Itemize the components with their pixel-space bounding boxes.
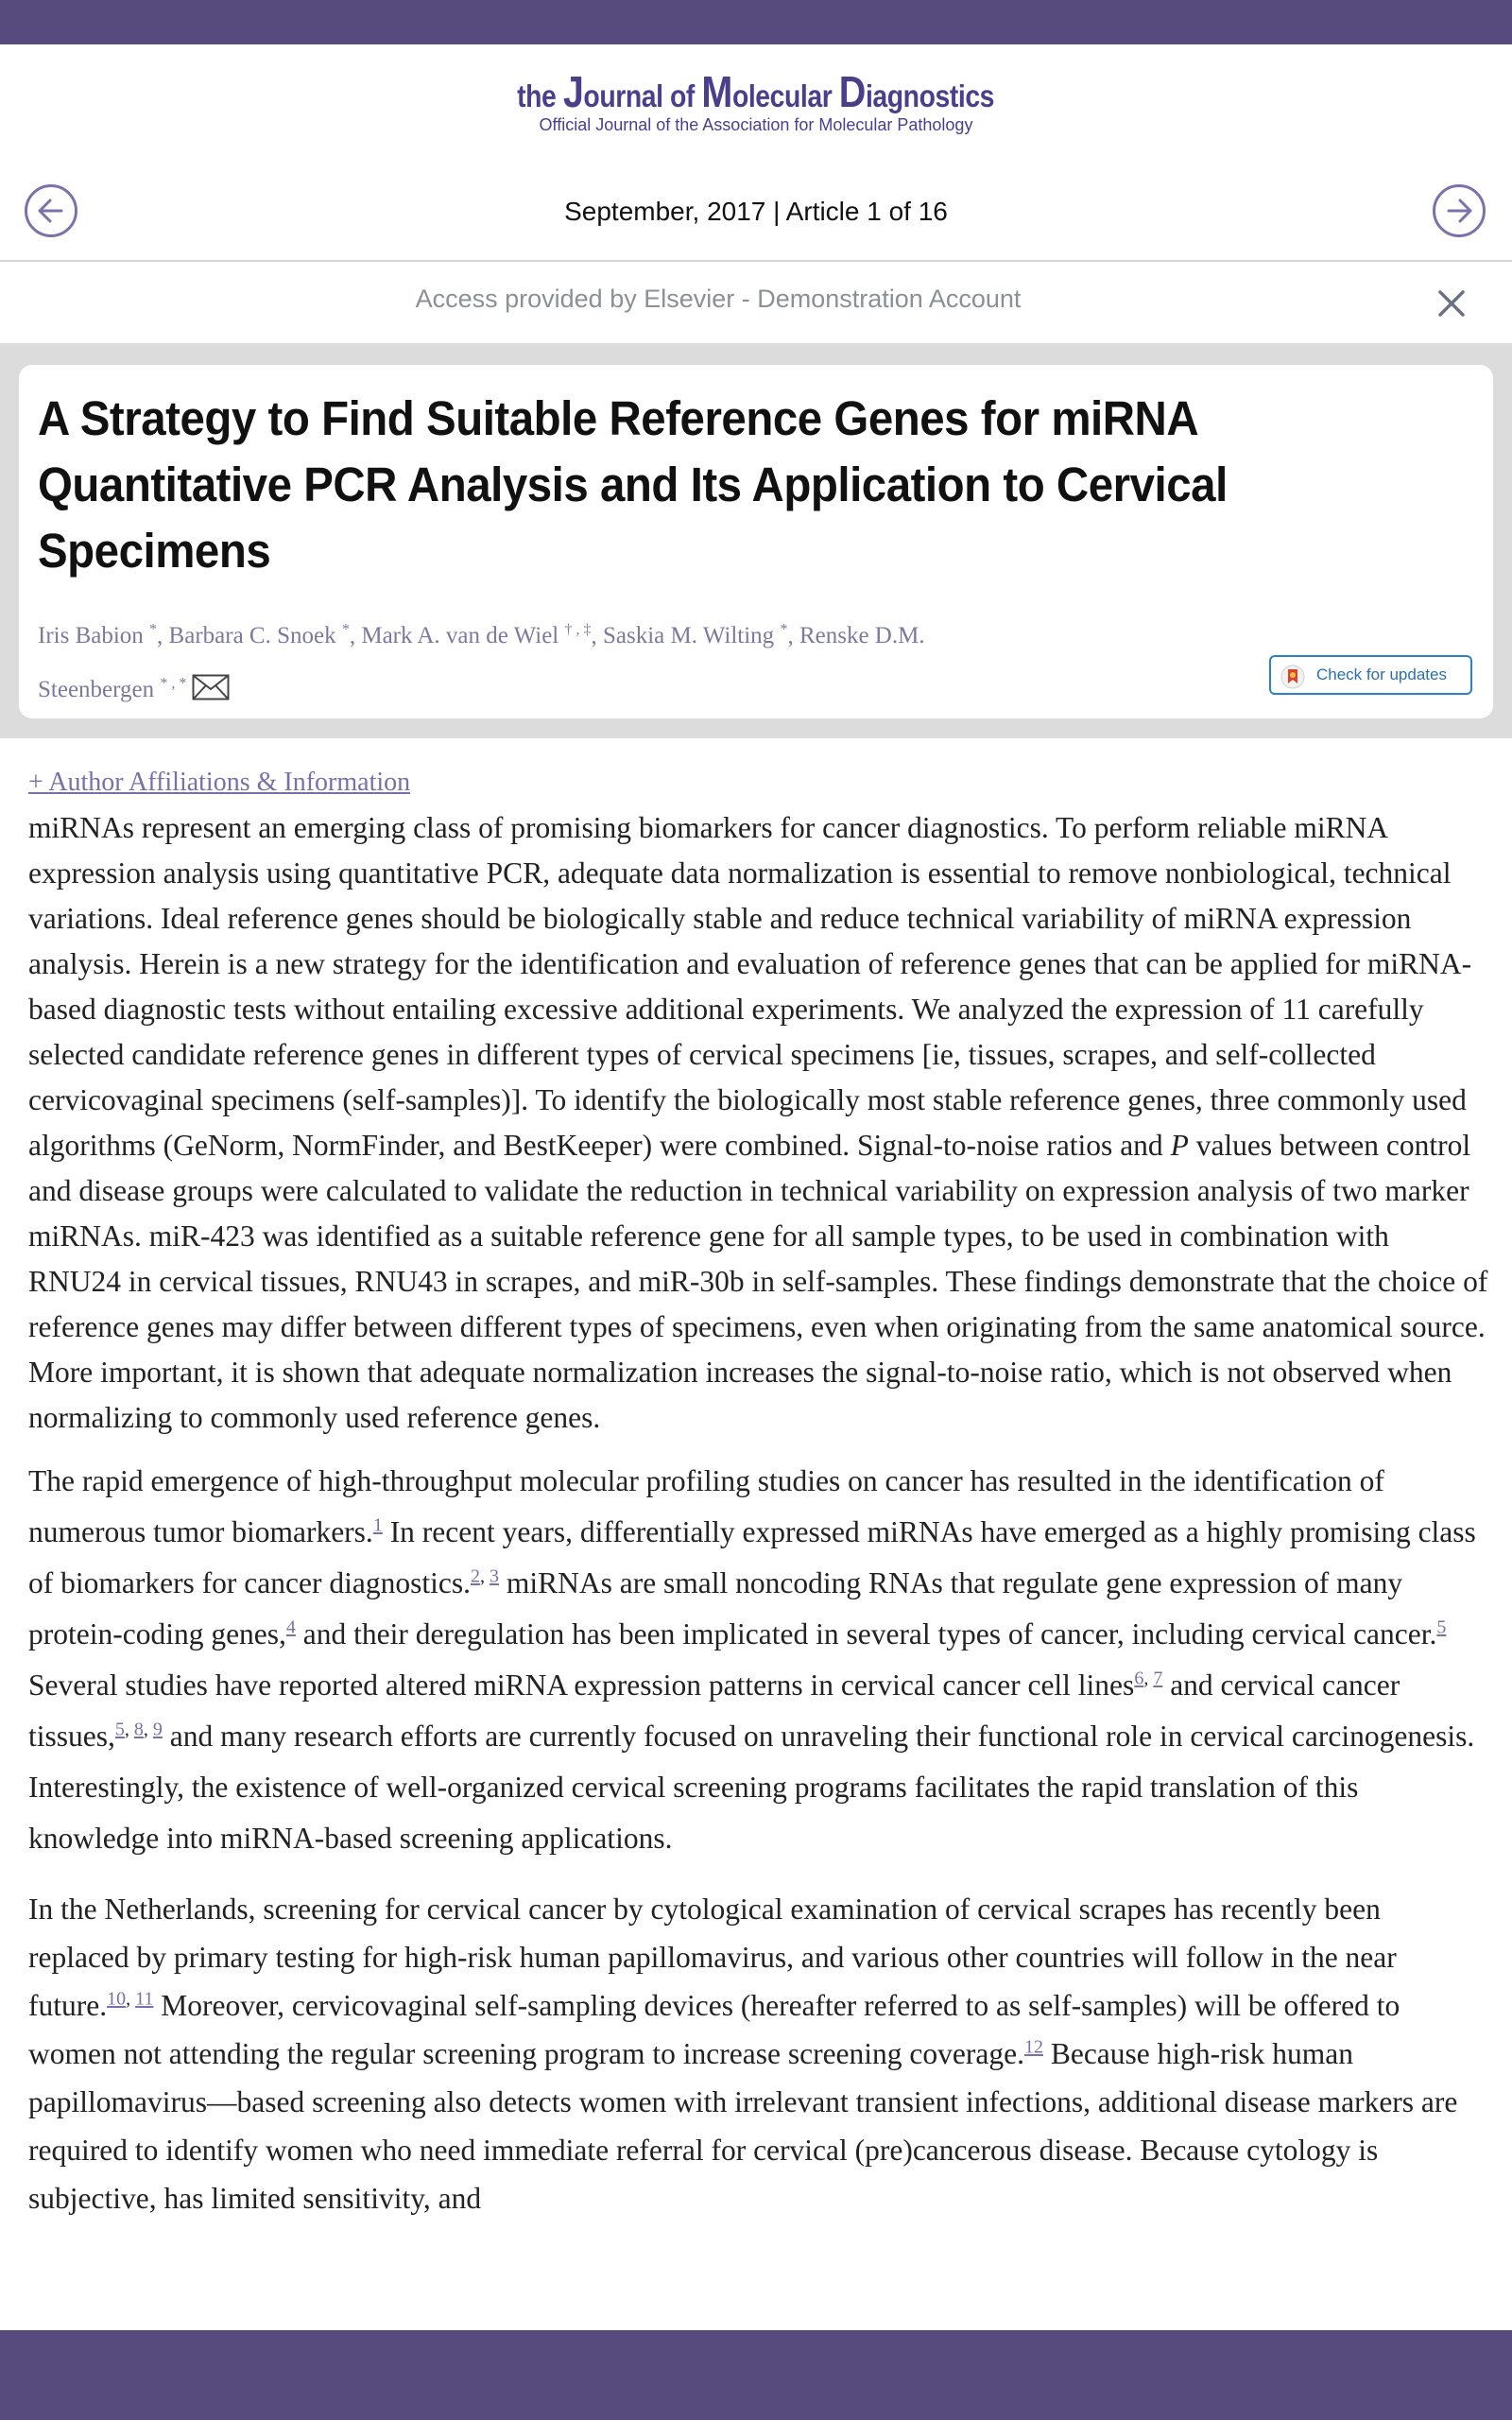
reference-link[interactable]: 2	[470, 1565, 480, 1587]
reference-link[interactable]: 10	[107, 1988, 127, 2010]
author-link[interactable]: Iris Babion *	[38, 622, 158, 649]
reference-link[interactable]: 8	[133, 1719, 144, 1740]
issue-info: September, 2017 | Article 1 of 16	[564, 197, 948, 226]
author-link[interactable]: Barbara C. Snoek *	[168, 622, 350, 649]
reference-link[interactable]: 12	[1023, 2036, 1043, 2058]
check-updates-button[interactable]	[1269, 655, 1472, 695]
reference-link[interactable]: 5	[1436, 1616, 1447, 1638]
crossmark-icon	[1280, 665, 1305, 689]
next-article-button[interactable]	[1433, 184, 1486, 237]
top-bar	[0, 0, 1512, 44]
author-affiliations-link[interactable]: + Author Affiliations & Information	[28, 768, 411, 797]
author-link[interactable]: Renske D.M. Steenbergen * , *	[38, 623, 925, 702]
email-icon[interactable]	[192, 670, 230, 717]
close-banner-button[interactable]	[1435, 286, 1469, 320]
reference-link[interactable]: 9	[152, 1719, 163, 1740]
reference-link[interactable]: 4	[285, 1616, 296, 1638]
reference-link[interactable]: 3	[489, 1565, 499, 1587]
reference-link[interactable]: 5	[114, 1719, 125, 1740]
author-list: Iris Babion *, Barbara C. Snoek *, Mark A. van de Wiel † , ‡, Saskia M. Wilting *, Renske D.M. Steenbergen * , *	[38, 607, 1030, 717]
reference-link[interactable]: 7	[1153, 1668, 1163, 1689]
article-nav	[0, 180, 1512, 255]
article-title: A Strategy to Find Suitable Reference Genes for miRNA Quantitative PCR Analysis and Its Application to Cervical Specimens	[38, 391, 1228, 578]
arrow-right-icon	[1435, 187, 1483, 234]
journal-logo[interactable]	[0, 67, 1512, 135]
reference-link[interactable]: 11	[135, 1988, 154, 2010]
access-text: Access provided by Elsevier - Demonstration Account	[415, 285, 1022, 313]
reference-link[interactable]: 1	[372, 1514, 383, 1536]
access-banner	[0, 262, 1512, 343]
journal-subtitle: Official Journal of the Association for Molecular Pathology	[539, 115, 973, 134]
check-updates-label: Check for updates	[1316, 666, 1447, 683]
bottom-bar	[0, 2330, 1512, 2420]
abstract: miRNAs represent an emerging class of promising biomarkers for cancer diagnostics. To perform reliable miRNA expression analysis using quantitative PCR, adequate data normalization is essential to remove nonbiological, technical variations. Ideal reference genes should be biologically stable and reduce technical variability of miRNA expression analysis. Herein is a new strategy for the identification and evaluation of reference genes that can be applied for miRNA-based diagnostic tests without entailing excessive additional experiments. We analyzed the expression of 11 carefully selected candidate reference genes in different types of cervical specimens [ie, tissues, scrapes, and self-collected cervicovaginal specimens (self-samples)]. To identify the biologically most stable reference genes, three commonly used algorithms (GeNorm, NormFinder, and BestKeeper) were combined. Signal-to-noise ratios and P values between control and disease groups were calculated to validate the reduction in technical variability on expression analysis of two marker miRNAs. miR-423 was identified as a suitable reference gene for all sample types, to be used in combination with RNU24 in cervical tissues, RNU43 in scrapes, and miR-30b in self-samples. These findings demonstrate that the choice of reference genes may differ between different types of specimens, even when originating from the same anatomical source. More important, it is shown that adequate normalization increases the signal-to-noise ratio, which is not observed when normalizing to commonly used reference genes.	[28, 811, 1488, 1434]
reference-link[interactable]: 6	[1134, 1668, 1144, 1689]
journal-name: the Journal of Molecular Diagnostics	[517, 67, 995, 116]
title-card	[19, 365, 1493, 718]
author-link[interactable]: Saskia M. Wilting *	[603, 622, 788, 649]
article-body	[28, 805, 1488, 2222]
close-icon	[1435, 286, 1469, 320]
body-paragraph-2: In the Netherlands, screening for cervical cancer by cytological examination of cervical scrapes has recently been replaced by primary testing for high-risk human papillomavirus, and various other countries will follow in the near future.$^{10, 11}$ Moreover, cervicovaginal self-sampling devices (hereafter referred to as self-samples) will be offered to women not attending the regular screening program to increase screening coverage.$^{12}$ Because high-risk human papillomavirus—based screening also detects women with irrelevant transient infections, additional disease markers are required to identify women who need immediate referral for cervical (pre)cancerous disease. Because cytology is subjective, has limited sensitivity, and	[28, 1893, 1458, 2215]
author-link[interactable]: Mark A. van de Wiel † , ‡	[361, 622, 592, 649]
body-paragraph-1: The rapid emergence of high-throughput molecular profiling studies on cancer has resulted in the identification of numerous tumor biomarkers.$^1$ In recent years, differentially expressed miRNAs have emerged as a highly promising class of biomarkers for cancer diagnostics.$^{2, 3}$ miRNAs are small noncoding RNAs that regulate gene expression of many protein-coding genes,$^4$ and their deregulation has been implicated in several types of cancer, including cervical cancer.$^5$ Several studies have reported altered miRNA expression patterns in cervical cancer cell lines$^{6, 7}$ and cervical cancer tissues,$^{5, 8, 9}$ and many research efforts are currently focused on unraveling their functional role in cervical carcinogenesis. Interestingly, the existence of well-organized cervical screening programs facilitates the rapid translation of this knowledge into miRNA-based screening applications.	[28, 1464, 1476, 1855]
